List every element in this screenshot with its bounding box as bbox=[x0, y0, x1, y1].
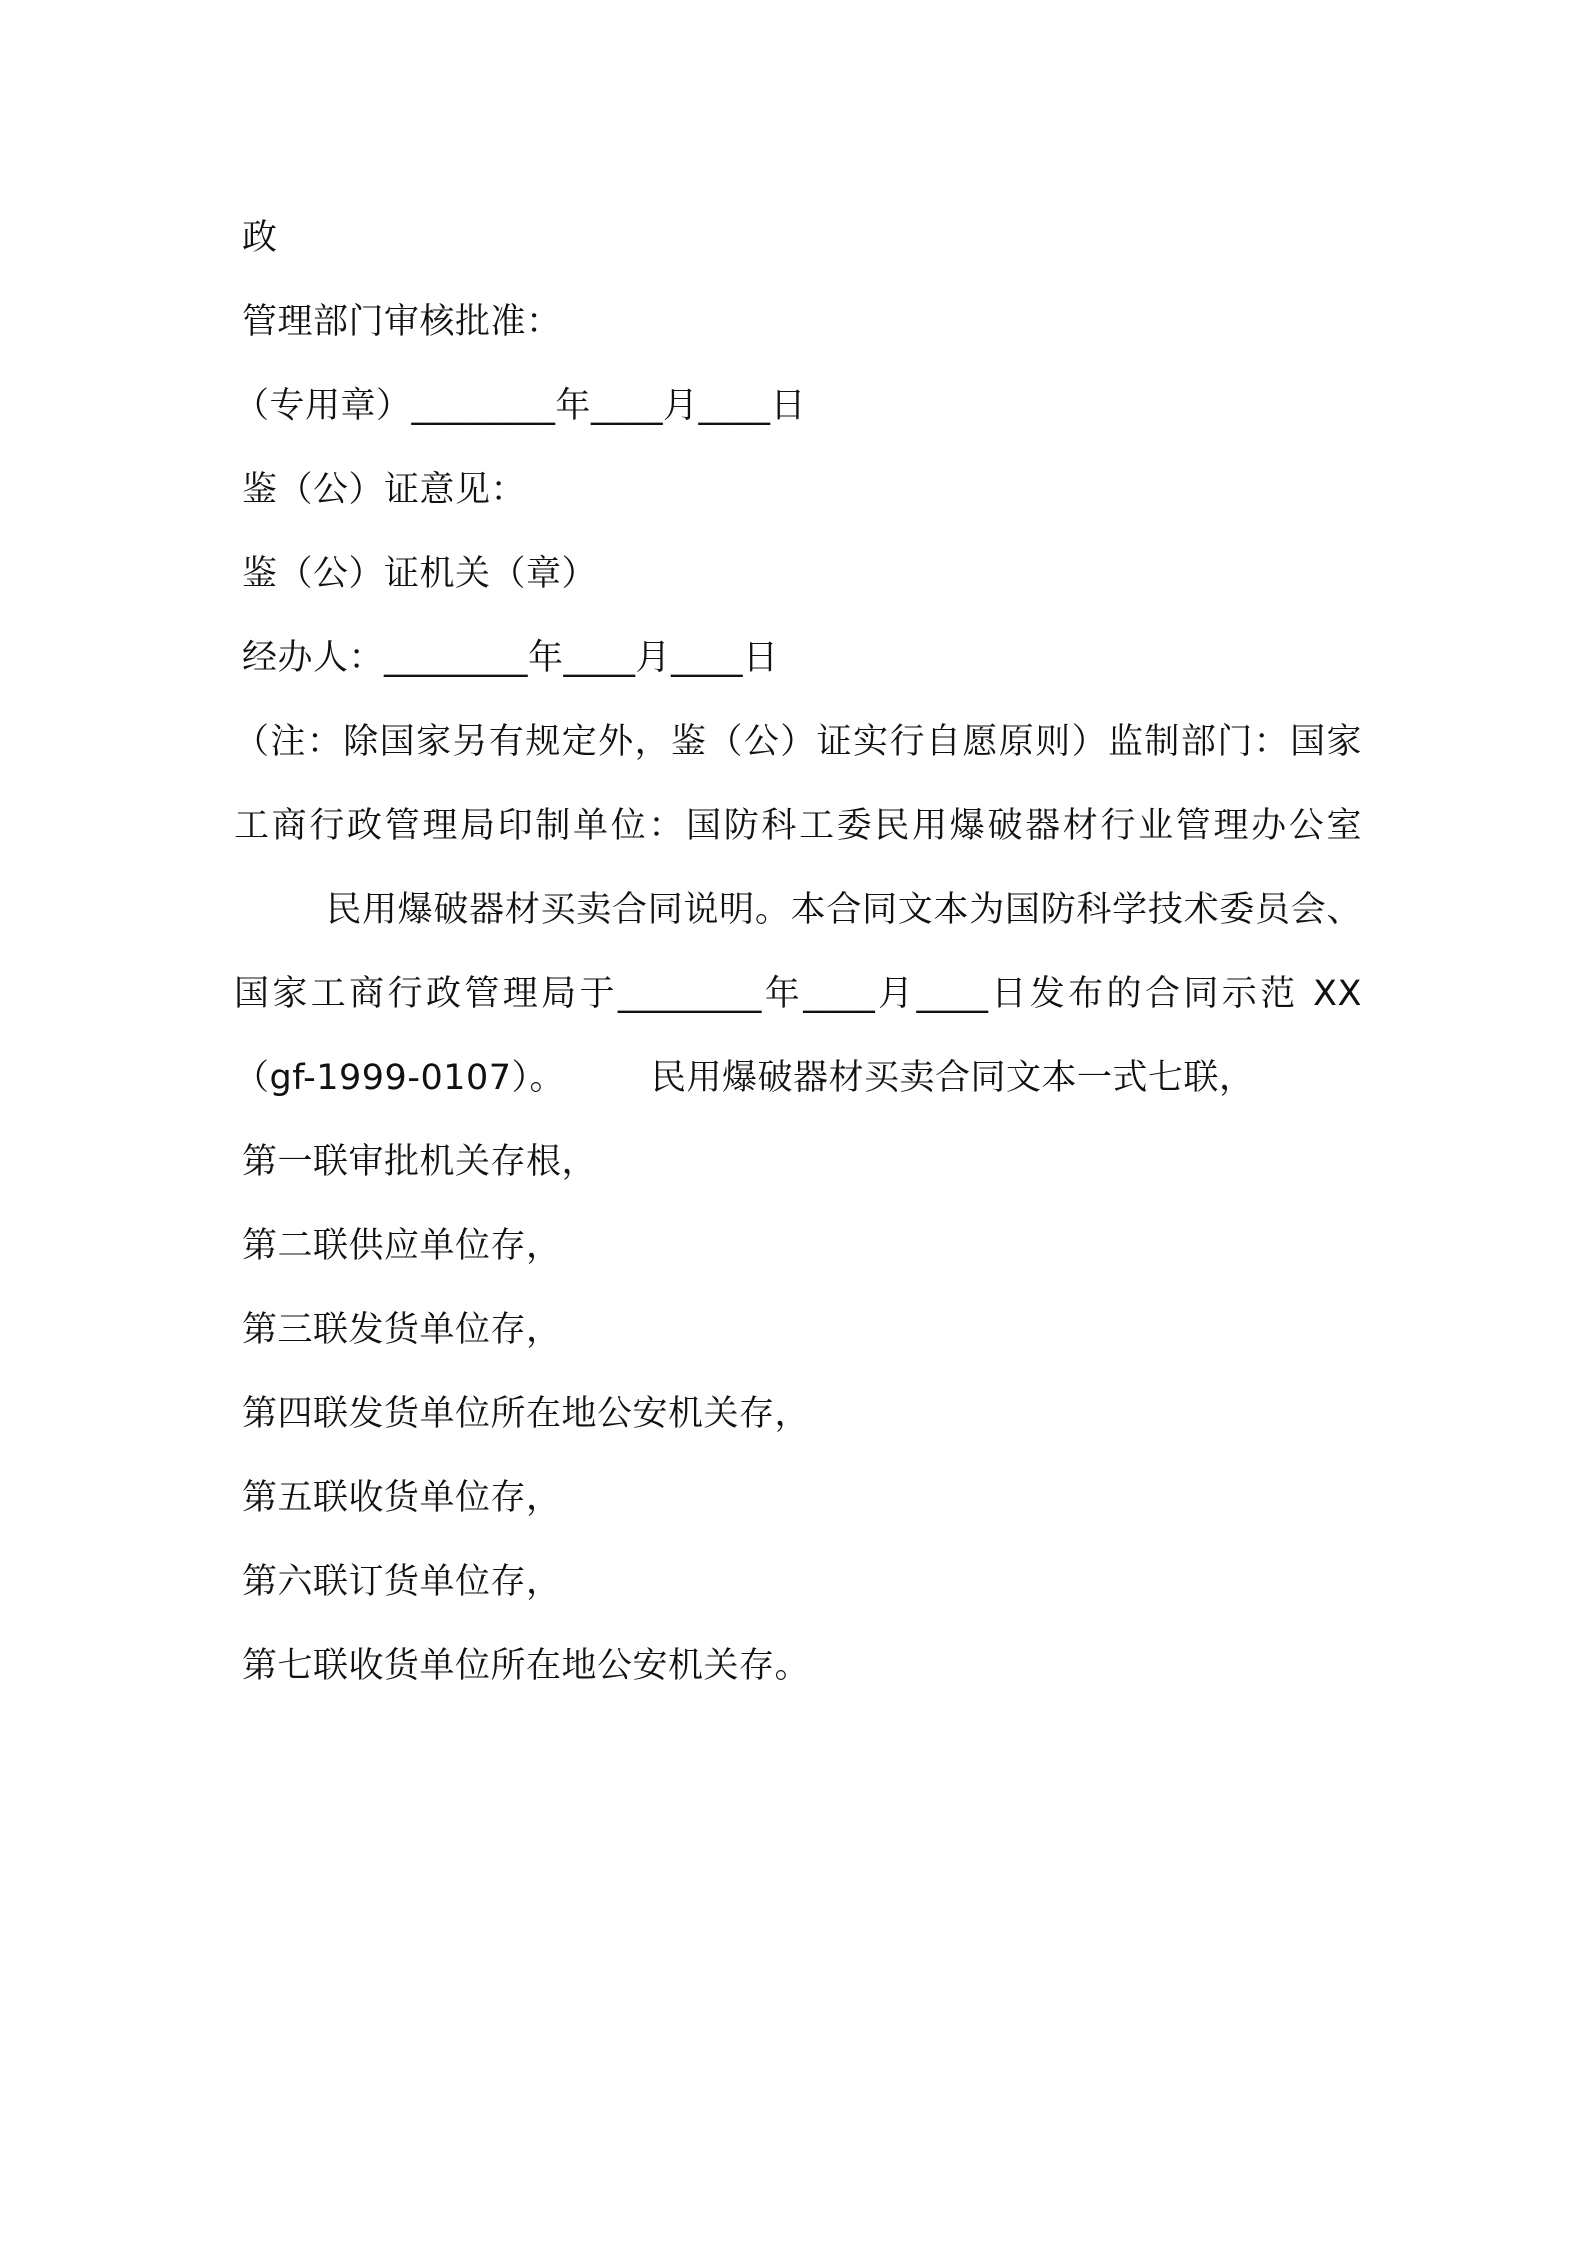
note-part-1: （注：除国家另有规定外，鉴（公）证实行自愿原则）监制部门：国家工商行政管理局印制单位：国防科工委民用爆破器材行业管理办公室 bbox=[234, 722, 1362, 846]
copy-line-4: 第四联发货单位所在地公安机关存， bbox=[242, 1394, 811, 1434]
copy-line-1: 第一联审批机关存根， bbox=[242, 1142, 598, 1182]
copy-line-3: 第三联发货单位存， bbox=[242, 1310, 562, 1350]
note-part-2: 民用爆破器材买卖合同说明。本合同文本为国防科学技术委员会、国家工商行政管理局于________年____月____日发布的合同示范 XX（gf-1999-0107）。 bbox=[234, 890, 1362, 1098]
text-line-notarization-authority: 鉴（公）证机关（章） bbox=[242, 554, 598, 594]
text-line-special-seal-date: （专用章）________年____月____日 bbox=[234, 386, 807, 426]
text-line-handler-date: 经办人：________年____月____日 bbox=[242, 638, 779, 678]
document-body bbox=[234, 196, 1362, 1708]
copy-line-5: 第五联收货单位存， bbox=[242, 1478, 562, 1518]
copy-line-7: 第七联收货单位所在地公安机关存。 bbox=[242, 1646, 811, 1686]
copy-line-6: 第六联订货单位存， bbox=[242, 1562, 562, 1602]
contract-note-paragraph bbox=[234, 700, 1362, 1120]
copy-line-2: 第二联供应单位存， bbox=[242, 1226, 562, 1266]
text-line-approval: 管理部门审核批准： bbox=[242, 302, 562, 342]
text-line-zheng: 政 bbox=[242, 218, 278, 258]
text-line-notarization-opinion: 鉴（公）证意见： bbox=[242, 470, 527, 510]
note-part-3: 民用爆破器材买卖合同文本一式七联， bbox=[651, 1058, 1255, 1098]
